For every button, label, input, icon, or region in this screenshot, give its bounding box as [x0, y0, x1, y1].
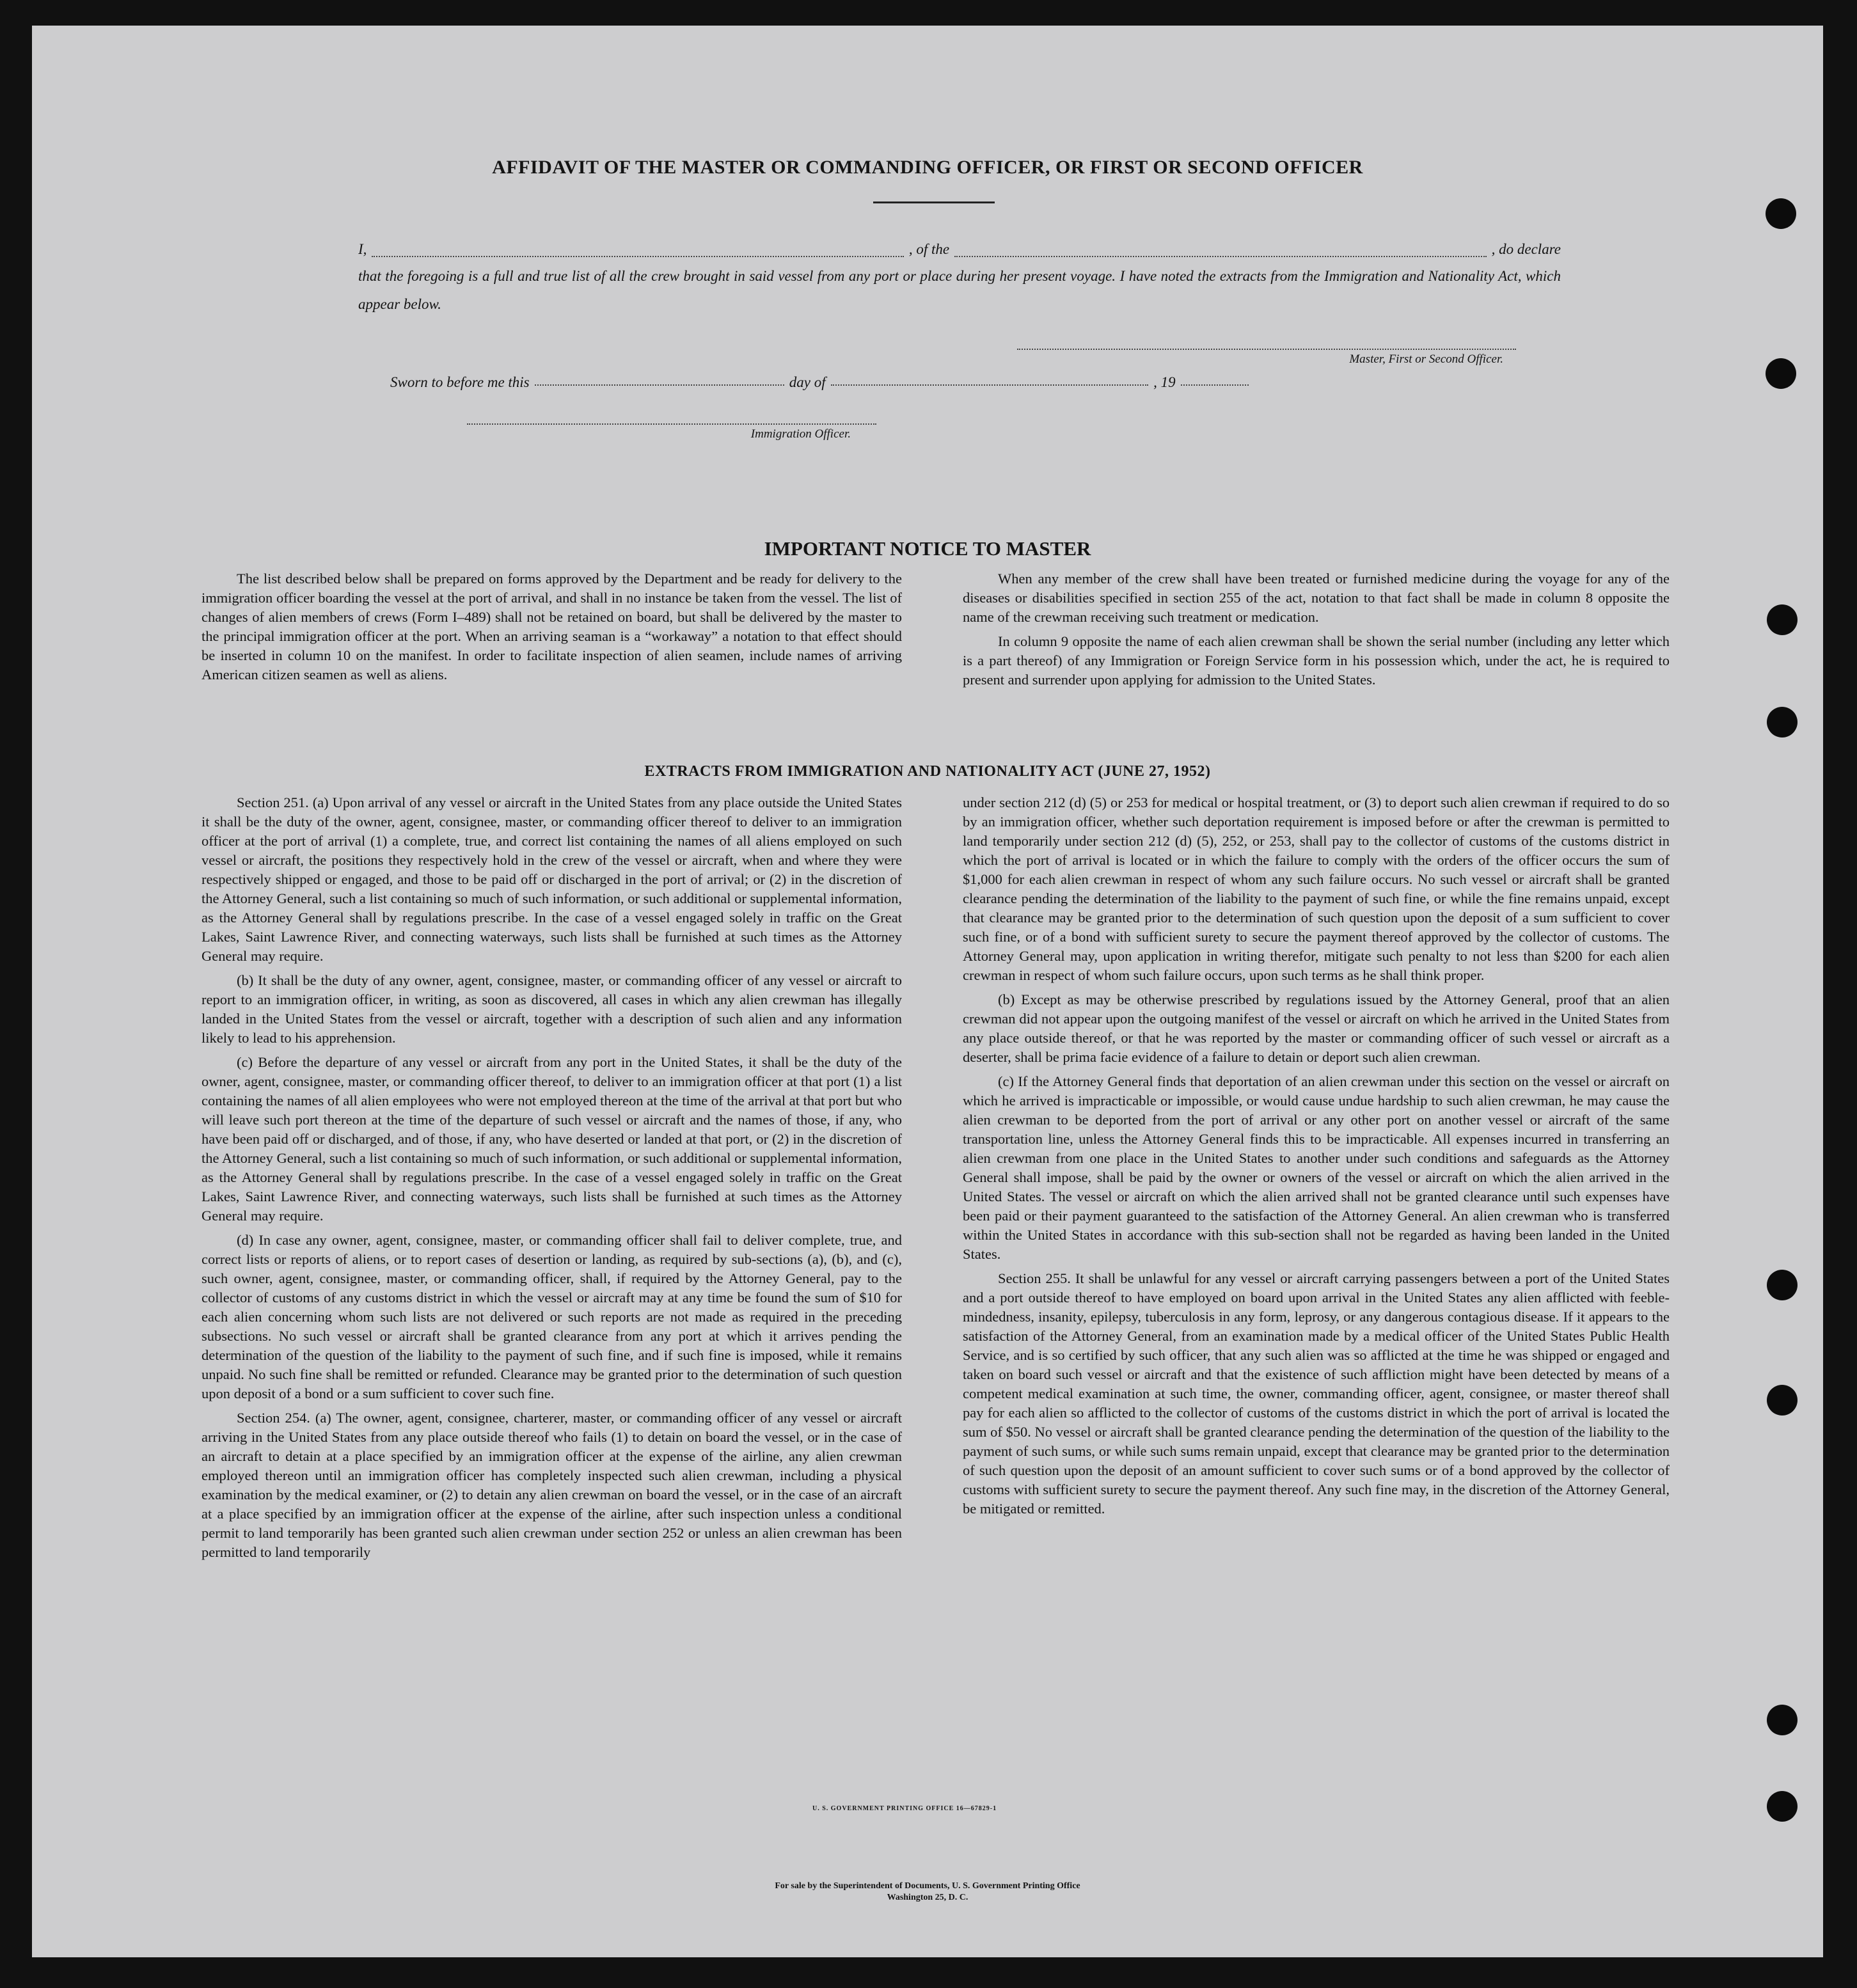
- notice-paragraph: When any member of the crew shall have been treated or furnished medicine during the voyage for any of the diseases or disabilities specified in section 255 of the act, notation to that fact shall be made in column 8 opposite the name of the crewman receiving such treatment or medication.: [963, 571, 1670, 625]
- declaration-block: [358, 237, 1561, 319]
- notice-right-column: [963, 569, 1670, 695]
- title-divider: [873, 201, 995, 203]
- extract-paragraph: under section 212 (d) (5) or 253 for medical or hospital treatment, or (3) to deport such alien crewman if required to do so by an immigration officer, whether such deportation requirement is imposed before or after the crewman is permitted to land temporarily under section 212 (d) (5), 252, or 253, shall pay to the collector of customs of the customs district in which the port of arrival is located or in which the failure to comply with the orders of the officer occurs the sum of $1,000 for each alien crewman in respect of whom any such failure occurs. No such vessel or aircraft shall be granted clearance pending the determination of the liability to the payment of such fine, or while the fine remains unpaid, except that clearance may be granted prior to the determination of such question upon the deposit of a sum sufficient to cover such fine, or of a bond with sufficient surety to secure the payment thereof approved by the collector of customs. The Attorney General may, upon application in writing therefor, mitigate such penalty to not less than $200 for each alien crewman in respect of whom such failure occurs, upon such terms as he shall think proper.: [963, 794, 1670, 983]
- notice-left-column: [202, 569, 902, 690]
- declaration-first-line: [358, 237, 1561, 262]
- notice-title: IMPORTANT NOTICE TO MASTER: [764, 537, 1091, 560]
- extracts-title: EXTRACTS FROM IMMIGRATION AND NATIONALITY ACT (JUNE 27, 1952): [644, 763, 1211, 780]
- scanned-form-page: [32, 26, 1823, 1957]
- punch-hole: [1766, 198, 1796, 229]
- sworn-year-field[interactable]: [1181, 384, 1249, 386]
- of-the-label: , of the: [908, 241, 950, 257]
- extract-paragraph: Section 254. (a) The owner, agent, consignee, charterer, master, or commanding officer of any vessel or aircraft arriving in the United States from any place outside thereof who fails (1) to detain on board the vessel, or in the case of an aircraft to detain at a place specified by an immigration officer at the expense of the airline, any alien crewman employed thereon until an immigration officer has completely inspected such alien crewman, including a physical examination by the medical examiner, or (2) to detain any alien crewman on board the vessel, or in the case of an aircraft at a place specified by an immigration officer at the expense of the airline, after such inspection unless a conditional permit to land temporarily has been granted such alien crewman under section 252 or unless an alien crewman has been permitted to land temporarily: [202, 1410, 902, 1560]
- master-signature-block: [1017, 349, 1516, 367]
- notice-paragraph: The list described below shall be prepared on forms approved by the Department and be ready for delivery to the immigration officer boarding the vessel at the port of arrival, and shall in no instance be taken from the vessel. The list of changes of alien members of crews (Form I–489) shall not be retained on board, but shall be delivered by the master to the principal immigration officer at the port. When an arriving seaman is a “workaway” a notation to that effect should be inserted in column 10 on the manifest. In order to facilitate inspection of alien seamen, include names of arriving American citizen seamen as well as aliens.: [202, 571, 902, 682]
- year-label: , 19: [1153, 374, 1176, 390]
- extract-paragraph: Section 255. It shall be unlawful for any vessel or aircraft carrying passengers between a port of the United States and a port outside thereof to have employed on board upon arrival in the United States any alien afflicted with feeble-mindedness, insanity, epilepsy, tuberculosis in any form, leprosy, or any dangerous contagious disease. If it appears to the satisfaction of the Attorney General, from an examination made by a medical officer of the United States Public Health Service, and is so certified by such officer, that any such alien was so afflicted at the time he was shipped or engaged and taken on board such vessel or aircraft and that the existence of such affliction might have been detected by means of a competent medical examination at such time, the owner, commanding officer, agent, consignee, or master thereof shall pay for each alien so afflicted to the collector of customs of the customs district in which the port of arrival is located the sum of $50. No vessel or aircraft shall be granted clearance pending the determination of the question of the liability to the payment of such sums, or while such sums remain unpaid, except that clearance may be granted prior to the determination of such question upon the deposit of an amount sufficient to cover such sums or of a bond approved by the collector of customs with sufficient surety to secure the payment thereof. Any such fine may, in the discretion of the Attorney General, be mitigated or remitted.: [963, 1270, 1670, 1517]
- sworn-label: Sworn to before me this: [390, 374, 530, 390]
- sale-notice: [32, 1881, 1823, 1904]
- immigration-officer-caption: Immigration Officer.: [750, 427, 851, 441]
- master-caption: Master, First or Second Officer.: [1349, 352, 1503, 366]
- sale-line-1: For sale by the Superintendent of Documents, U. S. Government Printing Office: [775, 1881, 1080, 1891]
- sale-line-2: Washington 25, D. C.: [887, 1893, 968, 1902]
- punch-hole: [1766, 358, 1796, 389]
- name-field[interactable]: [372, 256, 903, 257]
- i-label: I,: [358, 241, 367, 257]
- sworn-day-field[interactable]: [535, 384, 784, 386]
- punch-hole: [1767, 1705, 1798, 1735]
- declaration-text: that the foregoing is a full and true list of all the crew brought in said vessel from any port or place during her present voyage. I have noted the extracts from the Immigration and Nationality Act, which appear below.: [358, 268, 1561, 312]
- punch-hole: [1767, 604, 1798, 635]
- punch-hole: [1767, 707, 1798, 738]
- sworn-month-field[interactable]: [831, 384, 1149, 386]
- affidavit-title: AFFIDAVIT OF THE MASTER OR COMMANDING OFFICER, OR FIRST OR SECOND OFFICER: [492, 157, 1363, 178]
- punch-hole: [1767, 1385, 1798, 1416]
- extract-paragraph: Section 251. (a) Upon arrival of any vessel or aircraft in the United States from any place outside the United States it shall be the duty of the owner, agent, consignee, master, or commanding officer thereof to deliver to an immigration officer at the port of arrival (1) a complete, true, and correct list containing the names of all aliens employed on such vessel or aircraft, the positions they respectively hold in the crew of the vessel or aircraft, when and where they were respectively shipped or engaged, and those to be paid off or discharged in the port of arrival; or (2) in the discretion of the Attorney General, such a list containing so much of such information, or such additional or supplemental information, as the Attorney General shall by regulations prescribe. In the case of a vessel engaged solely in traffic on the Great Lakes, Saint Lawrence River, and connecting waterways, such lists shall be furnished at such times as the Attorney General may require.: [202, 794, 902, 964]
- immigration-officer-block: [467, 423, 876, 441]
- extract-paragraph: (d) In case any owner, agent, consignee, master, or commanding officer shall fail to deliver complete, true, and correct lists or reports of aliens, or to report cases of desertion or landing, as required by sub-sections (a), (b), and (c), such owner, agent, consignee, master, or commanding officer, shall, if required by the Attorney General, pay to the collector of customs of any customs district in which the vessel or aircraft may at any time be found the sum of $10 for each alien concerning whom such lists are not delivered or such reports are not made as required in the preceding subsections. No such vessel or aircraft shall be granted clearance from any port at which it arrives pending the determination of the question of the liability to the payment of such fine, and if such fine is imposed, while it remains unpaid. No such fine shall be remitted or refunded. Clearance may be granted prior to the determination of such question upon deposit of a bond or a sum sufficient to cover such fine.: [202, 1232, 902, 1401]
- punch-hole: [1767, 1791, 1798, 1822]
- extract-paragraph: (c) If the Attorney General finds that deportation of an alien crewman under this section on the vessel or aircraft on which he arrived is impracticable or impossible, or would cause undue hardship to such alien crewman, he may cause the alien crewman to be deported from the port of arrival or any other port on another vessel or aircraft of the same transportation line, unless the Attorney General finds this to be impracticable. All expenses incurred in transferring an alien crewman from one place in the United States to another under such conditions and safeguards as the Attorney General shall impose, shall be paid by the owner or owners of the vessel or aircraft on which the alien arrived in the United States. The vessel or aircraft on which the alien arrived shall not be granted clearance until such expenses have been paid or their payment guaranteed to the satisfaction of the Attorney General. An alien crewman who is transferred within the United States in accordance with this sub-section shall not be regarded as having been landed in the United States.: [963, 1073, 1670, 1262]
- extract-paragraph: (c) Before the departure of any vessel or aircraft from any port in the United States, it shall be the duty of the owner, agent, consignee, master, or commanding officer thereof, to deliver to an immigration officer at that port (1) a list containing the names of all alien employees who were not employed thereon at the time of the arrival at that port but who will leave such port thereon at the time of the departure of such vessel or aircraft and the names of those, if any, who have been paid off or discharged, and of those, if any, who have deserted or landed at that port, or (2) in the discretion of the Attorney General, such a list containing so much of such information, or such additional or supplemental information, as the Attorney General shall by regulations prescribe. In the case of a vessel engaged solely in traffic on the Great Lakes, Saint Lawrence River, and connecting waterways, such lists shall be furnished at such times as the Attorney General may require.: [202, 1054, 902, 1224]
- extracts-left-column: [202, 793, 902, 1567]
- notice-paragraph: In column 9 opposite the name of each alien crewman shall be shown the serial number (including any letter which is a part thereof) of any Immigration or Foreign Service form in his possession which, under the act, he is required to present and surrender upon applying for admission to the United States.: [963, 633, 1670, 688]
- extract-paragraph: (b) Except as may be otherwise prescribed by regulations issued by the Attorney General, proof that an alien crewman did not appear upon the outgoing manifest of the vessel or aircraft on which he arrived in the United States from any place outside thereof, or that he was reported by the master or commanding officer of such vessel or aircraft as a deserter, shall be prima facie evidence of a failure to detain or deport such alien crewman.: [963, 991, 1670, 1065]
- extract-paragraph: (b) It shall be the duty of any owner, agent, consignee, master, or commanding officer of any vessel or aircraft to report to an immigration officer, in writing, as soon as discovered, all cases in which any alien crewman has illegally landed in the United States from the vessel or aircraft, together with a description of such alien and any information likely to lead to his apprehension.: [202, 972, 902, 1046]
- extracts-right-column: [963, 793, 1670, 1524]
- vessel-field[interactable]: [954, 256, 1486, 257]
- punch-hole: [1767, 1270, 1798, 1300]
- printing-office-line: U. S. GOVERNMENT PRINTING OFFICE 16—67829-1: [812, 1805, 997, 1812]
- day-of-label: day of: [789, 374, 826, 390]
- do-declare-label: , do declare: [1491, 241, 1561, 257]
- sworn-line: [390, 374, 1254, 391]
